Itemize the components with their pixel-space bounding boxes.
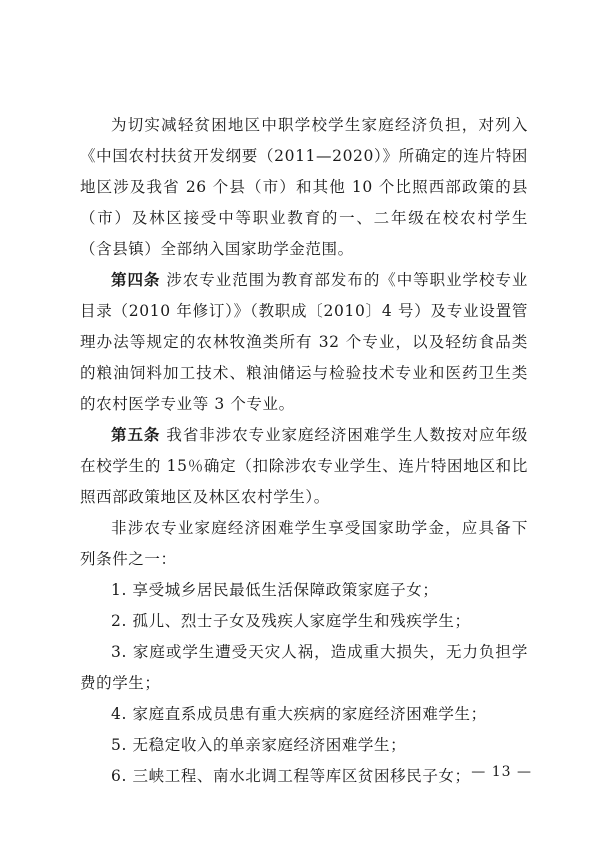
- list-item-text: 1. 享受城乡居民最低生活保障政策家庭子女；: [111, 581, 439, 599]
- article-4-text: 涉农专业范围为教育部发布的《中等职业学校专业目录（2010 年修订）》（教职成〔2010〕4 号）及专业设置管理办法等规定的农林牧渔类所有 32 个专业，以及轻纺食品类的粮油饲料加工技术、粮油储运与检验技术专业和医药卫生类的农村医学专业等 3 个专业。: [80, 271, 529, 413]
- page-number: — 13 —: [471, 764, 532, 780]
- article-5-text: 我省非涉农专业家庭经济困难学生人数按对应年级在校学生的 15％确定（扣除涉农专业学生、连片特困地区和比照西部政策地区及林区农村学生）。: [80, 426, 529, 506]
- condition-item-5: [80, 730, 528, 761]
- paragraph-text: 为切实减轻贫困地区中职学校学生家庭经济负担，对列入《中国农村扶贫开发纲要（2011—2020）》所确定的连片特困地区涉及我省 26 个县（市）和其他 10 个比照西部政策的县（市）及林区接受中等职业教育的一、二年级在校农村学生（含县镇）全部纳入国家助学金范围。: [80, 116, 528, 258]
- conditions-intro: [80, 513, 528, 575]
- list-item-text: 4. 家庭直系成员患有重大疾病的家庭经济困难学生；: [111, 705, 487, 723]
- condition-item-6: [80, 761, 528, 792]
- paragraph-text: 非涉农专业家庭经济困难学生享受国家助学金，应具备下列条件之一：: [80, 519, 528, 568]
- article-4: [80, 265, 528, 420]
- list-item-text: 2. 孤儿、烈士子女及残疾人家庭学生和残疾学生；: [111, 612, 471, 630]
- condition-item-4: [80, 699, 528, 730]
- document-body: [80, 110, 528, 792]
- paragraph-intro: [80, 110, 528, 265]
- list-item-text: 5. 无稳定收入的单亲家庭经济困难学生；: [111, 736, 407, 754]
- list-item-text: 3. 家庭或学生遭受天灾人祸，造成重大损失，无力负担学费的学生；: [80, 643, 528, 692]
- condition-item-3: [80, 637, 528, 699]
- condition-item-1: [80, 575, 528, 606]
- article-5: [80, 420, 528, 513]
- list-item-text: 6. 三峡工程、南水北调工程等库区贫困移民子女；: [111, 767, 471, 785]
- condition-item-2: [80, 606, 528, 637]
- article-5-label: 第五条: [111, 426, 161, 444]
- article-4-label: 第四条: [111, 271, 161, 289]
